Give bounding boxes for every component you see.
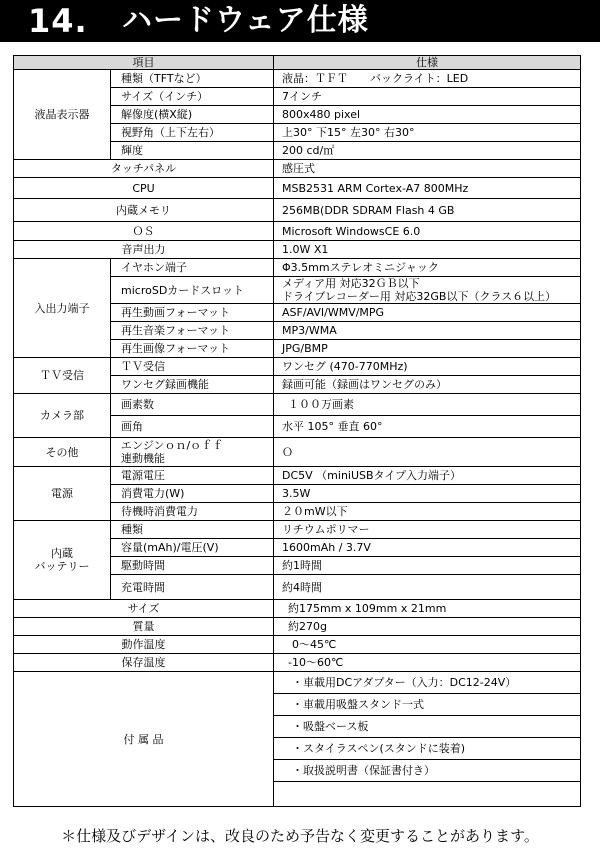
table-row (14, 654, 581, 672)
group-accessories: 付 属 品 (14, 672, 274, 807)
table-row (14, 241, 581, 259)
row-value (274, 277, 581, 304)
row-label: 再生画像フォーマット (111, 340, 274, 358)
row-label: 輝度 (111, 142, 274, 160)
row-value: リチウムポリマー (274, 521, 581, 539)
row-label: 種類（TFTなど） (111, 70, 274, 88)
row-value: 200 cd/㎡ (274, 142, 581, 160)
group-camera: カメラ部 (14, 394, 111, 438)
row-label: 再生音楽フォーマット (111, 322, 274, 340)
row-label: ＯＳ (14, 222, 274, 241)
row-label: 電源電圧 (111, 467, 274, 485)
engine-line: エンジンｏｎ/ｏｆｆ (121, 439, 224, 452)
row-value: MSB2531 ARM Cortex-A7 800MHz (274, 178, 581, 199)
row-label: 音声出力 (14, 241, 274, 259)
row-value: ワンセグ (470-770MHz) (274, 358, 581, 376)
row-label: 容量(mAh)/電圧(V) (111, 539, 274, 557)
row-label: 内蔵メモリ (14, 199, 274, 222)
footer-note: ＊仕様及びデザインは、改良のため予告なく変更することがあります。 (61, 827, 539, 845)
row-label: ＴＶ受信 (111, 358, 274, 376)
row-label: 画素数 (111, 394, 274, 416)
table-row (14, 358, 581, 376)
row-label: 画角 (111, 416, 274, 438)
battery-group-line1: 内蔵 (51, 547, 73, 560)
row-label: イヤホン端子 (111, 259, 274, 277)
table-row (14, 467, 581, 485)
accessory-item: ・取扱説明書（保証書付き） (274, 760, 581, 782)
row-label: 充電時間 (111, 575, 274, 600)
table-header-row (14, 56, 581, 70)
row-value: 感圧式 (274, 160, 581, 178)
row-label: タッチパネル (14, 160, 274, 178)
sd-media-line: メディア用 対応32ＧＢ以下 (282, 277, 420, 290)
battery-group-line2: バッテリー (34, 560, 90, 573)
table-row (14, 672, 581, 694)
row-label: サイズ（インチ） (111, 88, 274, 106)
row-label: 再生動画フォーマット (111, 304, 274, 322)
row-label: 種類 (111, 521, 274, 539)
row-value: 3.5W (274, 485, 581, 503)
group-power: 電源 (14, 467, 111, 521)
accessory-item: ・車載用吸盤スタンド一式 (274, 694, 581, 716)
table-row (14, 222, 581, 241)
table-row (14, 259, 581, 277)
table-row (14, 438, 581, 467)
linked-line: 連動機能 (121, 452, 165, 465)
row-label: 保存温度 (14, 654, 274, 672)
section-number: 14. (28, 2, 88, 40)
row-value: 800x480 pixel (274, 106, 581, 124)
group-battery (14, 521, 111, 600)
row-value: Φ3.5mmステレオミニジャック (274, 259, 581, 277)
group-other: その他 (14, 438, 111, 467)
row-label: サイズ (14, 600, 274, 618)
row-label: 視野角（上下左右） (111, 124, 274, 142)
table-row (14, 160, 581, 178)
row-value: 水平 105° 垂直 60° (274, 416, 581, 438)
row-value: 0～45℃ (274, 636, 581, 654)
row-value: １００万画素 (274, 394, 581, 416)
table-row (14, 600, 581, 618)
spec-table (13, 55, 581, 807)
row-value: MP3/WMA (274, 322, 581, 340)
table-row (14, 70, 581, 88)
header-spec: 仕様 (274, 56, 581, 70)
accessory-item: ・スタイラスペン(スタンドに装着) (274, 738, 581, 760)
row-value: Microsoft WindowsCE 6.0 (274, 222, 581, 241)
row-value: 約1時間 (274, 557, 581, 575)
row-value: 約175mm x 109mm x 21mm (274, 600, 581, 618)
row-value: 録画可能（録画はワンセグのみ） (274, 376, 581, 394)
page-title: ハードウェア仕様 (122, 3, 369, 38)
group-lcd: 液晶表示器 (14, 70, 111, 160)
row-value: ２０mW以下 (274, 503, 581, 521)
group-io: 入出力端子 (14, 259, 111, 358)
row-value: -10～60℃ (274, 654, 581, 672)
row-value: 1.0W X1 (274, 241, 581, 259)
table-row (14, 636, 581, 654)
row-label: ワンセグ録画機能 (111, 376, 274, 394)
header-item: 項目 (14, 56, 274, 70)
row-label: CPU (14, 178, 274, 199)
row-label: 待機時消費電力 (111, 503, 274, 521)
accessory-item-empty (274, 782, 581, 807)
row-value: 上30° 下15° 左30° 右30° (274, 124, 581, 142)
row-label: microSDカードスロット (111, 277, 274, 304)
row-label (111, 438, 274, 467)
row-value: JPG/BMP (274, 340, 581, 358)
table-row (14, 199, 581, 222)
row-label: 質量 (14, 618, 274, 636)
group-tv: ＴＶ受信 (14, 358, 111, 394)
table-row (14, 521, 581, 539)
row-value: 256MB(DDR SDRAM Flash 4 GB (274, 199, 581, 222)
row-value: 約270g (274, 618, 581, 636)
row-value: DC5V （miniUSBタイプ入力端子） (274, 467, 581, 485)
table-row (14, 618, 581, 636)
row-value: 液晶：ＴＦＴ バックライト：LED (274, 70, 581, 88)
row-value: 約4時間 (274, 575, 581, 600)
sd-recorder-line: ドライブレコーダー用 対応32GB以下（クラス６以上） (282, 290, 557, 303)
title-bar (0, 0, 600, 42)
row-value: 7インチ (274, 88, 581, 106)
accessory-item: ・吸盤ベース板 (274, 716, 581, 738)
row-label: 解像度(横X縦) (111, 106, 274, 124)
row-value: 1600mAh / 3.7V (274, 539, 581, 557)
accessory-item: ・車載用DCアダプター（入力：DC12-24V） (274, 672, 581, 694)
table-row (14, 394, 581, 416)
row-label: 動作温度 (14, 636, 274, 654)
row-value: Ｏ (274, 438, 581, 467)
row-value: ASF/AVI/WMV/MPG (274, 304, 581, 322)
row-label: 消費電力(W) (111, 485, 274, 503)
table-row (14, 178, 581, 199)
row-label: 駆動時間 (111, 557, 274, 575)
